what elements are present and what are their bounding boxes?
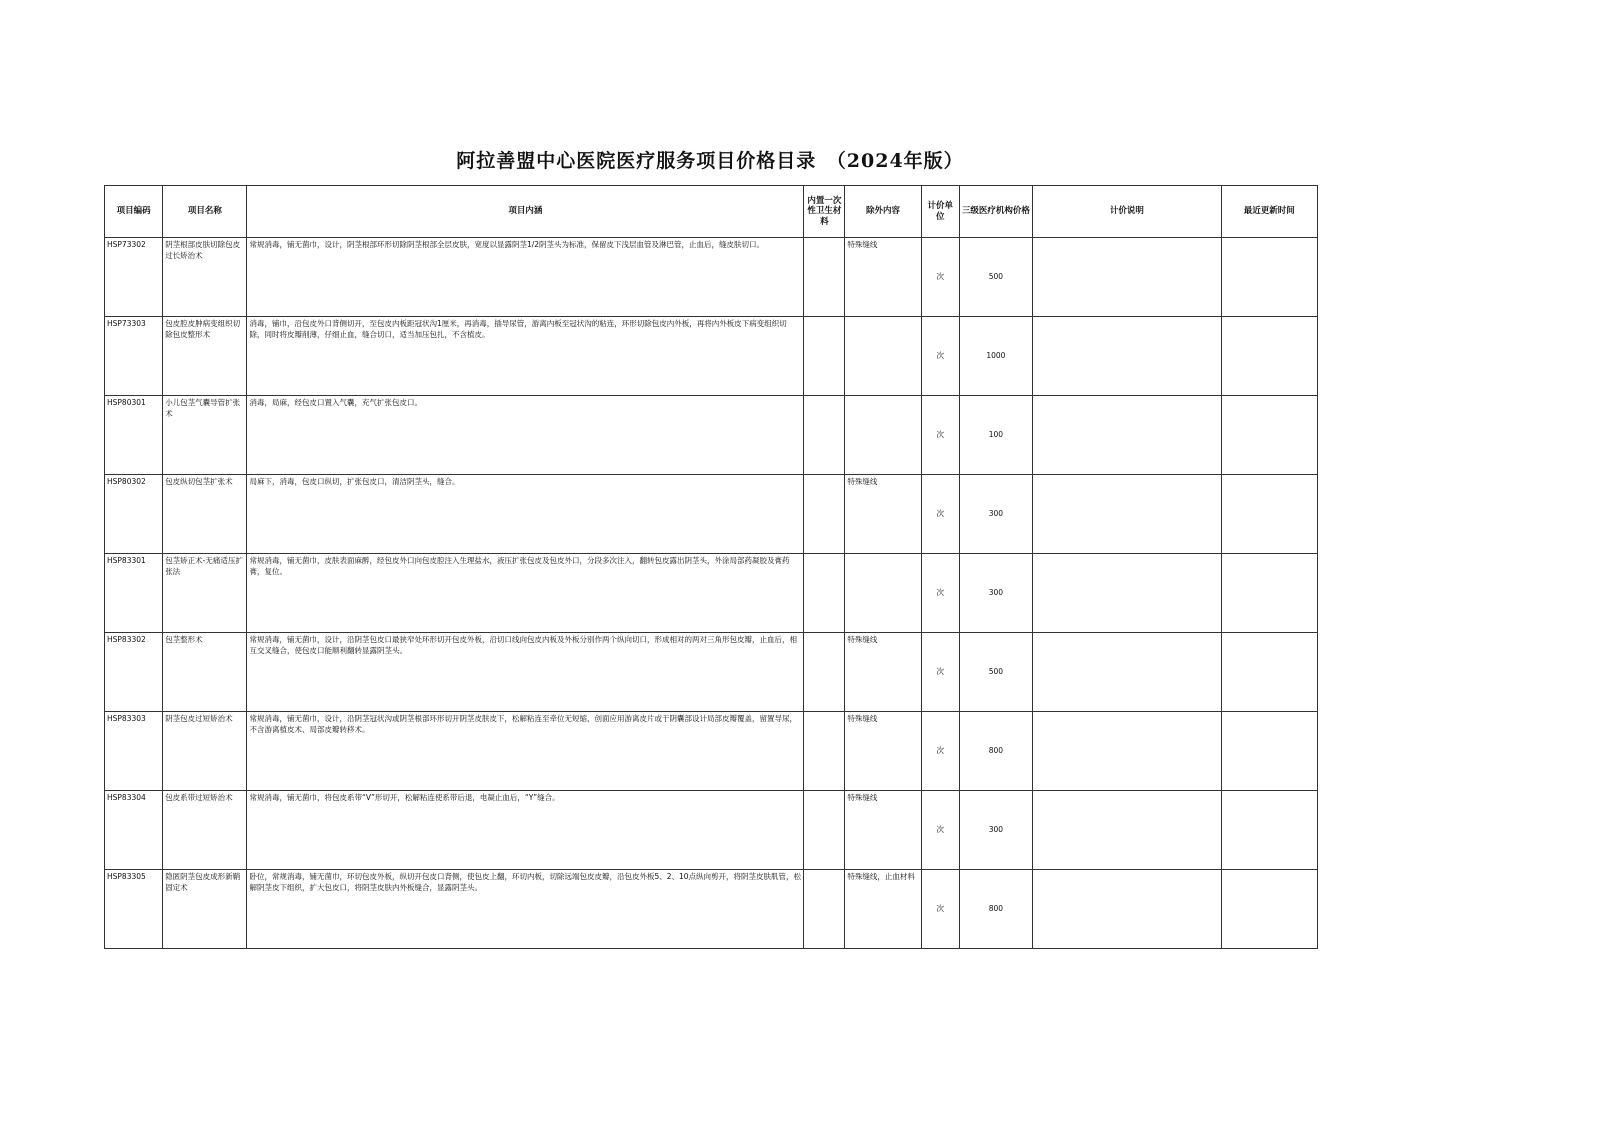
cell-updated — [1221, 712, 1317, 791]
cell-material — [804, 870, 845, 949]
cell-name: 包皮腔皮肿病变组织切除包皮整形术 — [163, 317, 247, 396]
cell-code: HSP73303 — [105, 317, 163, 396]
cell-code: HSP83305 — [105, 870, 163, 949]
cell-updated — [1221, 554, 1317, 633]
cell-content: 常规消毒，铺无菌巾，皮肤表面麻醉，经包皮外口向包皮腔注入生理盐水，液压扩张包皮及包皮外口，分段多次注入，翻转包皮露出阴茎头，外涂局部药凝胶及膏药膏，复位。 — [247, 554, 804, 633]
cell-price: 300 — [959, 554, 1032, 633]
cell-except: 特殊缝线 — [845, 475, 921, 554]
cell-note — [1033, 396, 1222, 475]
cell-except — [845, 554, 921, 633]
cell-except: 特殊缝线 — [845, 633, 921, 712]
cell-note — [1033, 712, 1222, 791]
cell-code: HSP80302 — [105, 475, 163, 554]
cell-updated — [1221, 317, 1317, 396]
cell-except: 特殊缝线，止血材料 — [845, 870, 921, 949]
price-catalog-table — [104, 185, 1318, 949]
cell-unit: 次 — [921, 238, 959, 317]
cell-code: HSP83304 — [105, 791, 163, 870]
cell-material — [804, 475, 845, 554]
cell-material — [804, 317, 845, 396]
cell-updated — [1221, 238, 1317, 317]
cell-except — [845, 396, 921, 475]
cell-content: 局麻下，消毒，包皮口纵切，扩张包皮口，清洁阴茎头，缝合。 — [247, 475, 804, 554]
cell-content: 消毒，局麻，经包皮口置入气囊，充气扩张包皮口。 — [247, 396, 804, 475]
cell-content: 卧位，常规消毒，铺无菌巾，环切包皮外板，纵切开包皮口背侧，使包皮上翻，环切内板，切除远端包皮皮瓣，沿包皮外板5、2、10点纵向剪开，将阴茎皮肤肌管，松解阴茎皮下组织，扩大包皮口，将阴茎皮肤内外板缝合，显露阴茎头。 — [247, 870, 804, 949]
cell-unit: 次 — [921, 475, 959, 554]
header-content: 项目内涵 — [247, 186, 804, 238]
table-row — [105, 396, 1318, 475]
table-row — [105, 238, 1318, 317]
table-row — [105, 554, 1318, 633]
cell-except: 特殊缝线 — [845, 238, 921, 317]
cell-content: 常规消毒，铺无菌巾，设计，阴茎根部环形切除阴茎根部全层皮肤，宽度以显露阴茎1/2阴茎头为标准，保留皮下浅层血管及淋巴管，止血后，缝皮肤切口。 — [247, 238, 804, 317]
cell-unit: 次 — [921, 317, 959, 396]
cell-updated — [1221, 791, 1317, 870]
cell-note — [1033, 317, 1222, 396]
cell-name: 隐匿阴茎包皮成形新鞘固定术 — [163, 870, 247, 949]
cell-price: 500 — [959, 633, 1032, 712]
header-updated: 最近更新时间 — [1221, 186, 1317, 238]
cell-unit: 次 — [921, 554, 959, 633]
cell-note — [1033, 791, 1222, 870]
cell-unit: 次 — [921, 712, 959, 791]
cell-note — [1033, 238, 1222, 317]
cell-updated — [1221, 396, 1317, 475]
cell-material — [804, 633, 845, 712]
cell-note — [1033, 633, 1222, 712]
cell-code: HSP83303 — [105, 712, 163, 791]
header-name: 项目名称 — [163, 186, 247, 238]
table-row — [105, 317, 1318, 396]
cell-unit: 次 — [921, 791, 959, 870]
cell-content: 常规消毒，铺无菌巾，设计，沿阴茎冠状沟或阴茎根部环形切开阴茎皮肤皮下，松解粘连至牵位无短缩，创面应用游离皮片或于阴囊部设计局部皮瓣覆盖，留置导尿，不含游离植皮术、局部皮瓣转移术。 — [247, 712, 804, 791]
table-row — [105, 870, 1318, 949]
header-unit: 计价单位 — [921, 186, 959, 238]
cell-name: 阴茎根部皮肤切除包皮过长矫治术 — [163, 238, 247, 317]
table-row — [105, 712, 1318, 791]
cell-price: 500 — [959, 238, 1032, 317]
cell-price: 300 — [959, 475, 1032, 554]
cell-unit: 次 — [921, 633, 959, 712]
cell-note — [1033, 870, 1222, 949]
cell-unit: 次 — [921, 396, 959, 475]
cell-name: 包茎整形术 — [163, 633, 247, 712]
cell-material — [804, 396, 845, 475]
table-body — [105, 238, 1318, 949]
cell-updated — [1221, 633, 1317, 712]
cell-name: 小儿包茎气囊导管扩张术 — [163, 396, 247, 475]
cell-name: 阴茎包皮过短矫治术 — [163, 712, 247, 791]
cell-price: 300 — [959, 791, 1032, 870]
cell-name: 包皮系带过短矫治术 — [163, 791, 247, 870]
cell-except: 特殊缝线 — [845, 712, 921, 791]
table-row — [105, 791, 1318, 870]
header-note: 计价说明 — [1033, 186, 1222, 238]
cell-content: 常规消毒，铺无菌巾，设计，沿阴茎包皮口最狭窄处环形切开包皮外板，沿切口线向包皮内板及外板分别作两个纵向切口，形成相对的两对三角形包皮瓣，止血后，相互交叉缝合，使包皮口能顺利翻转显露阴茎头。 — [247, 633, 804, 712]
cell-code: HSP83301 — [105, 554, 163, 633]
cell-updated — [1221, 870, 1317, 949]
cell-price: 1000 — [959, 317, 1032, 396]
table-header-row — [105, 186, 1318, 238]
cell-material — [804, 712, 845, 791]
page-title: 阿拉善盟中心医院医疗服务项目价格目录 （2024年版） — [456, 150, 964, 172]
header-material: 内置一次性卫生材料 — [804, 186, 845, 238]
cell-except: 特殊缝线 — [845, 791, 921, 870]
cell-price: 100 — [959, 396, 1032, 475]
cell-code: HSP73302 — [105, 238, 163, 317]
cell-except — [845, 317, 921, 396]
header-except: 除外内容 — [845, 186, 921, 238]
cell-name: 包茎矫正术-无痛适压扩张法 — [163, 554, 247, 633]
cell-code: HSP83302 — [105, 633, 163, 712]
header-price: 三级医疗机构价格 — [959, 186, 1032, 238]
cell-note — [1033, 554, 1222, 633]
table-row — [105, 475, 1318, 554]
cell-name: 包皮纵切包茎扩张术 — [163, 475, 247, 554]
cell-content: 常规消毒，铺无菌巾，将包皮系带“V”形切开，松解粘连使系带后退，电凝止血后，“Y”缝合。 — [247, 791, 804, 870]
cell-price: 800 — [959, 712, 1032, 791]
header-code: 项目编码 — [105, 186, 163, 238]
cell-content: 消毒，铺巾，沿包皮外口背侧切开，至包皮内板距冠状沟1厘米，再消毒，插导尿管，游离内板至冠状沟的粘连，环形切除包皮内外板，再将内外板皮下病变组织切除，同时将皮瓣削薄，仔细止血，缝合切口，适当加压包扎，不含植皮。 — [247, 317, 804, 396]
cell-unit: 次 — [921, 870, 959, 949]
cell-material — [804, 238, 845, 317]
cell-note — [1033, 475, 1222, 554]
cell-code: HSP80301 — [105, 396, 163, 475]
table-row — [105, 633, 1318, 712]
cell-updated — [1221, 475, 1317, 554]
cell-price: 800 — [959, 870, 1032, 949]
cell-material — [804, 791, 845, 870]
cell-material — [804, 554, 845, 633]
